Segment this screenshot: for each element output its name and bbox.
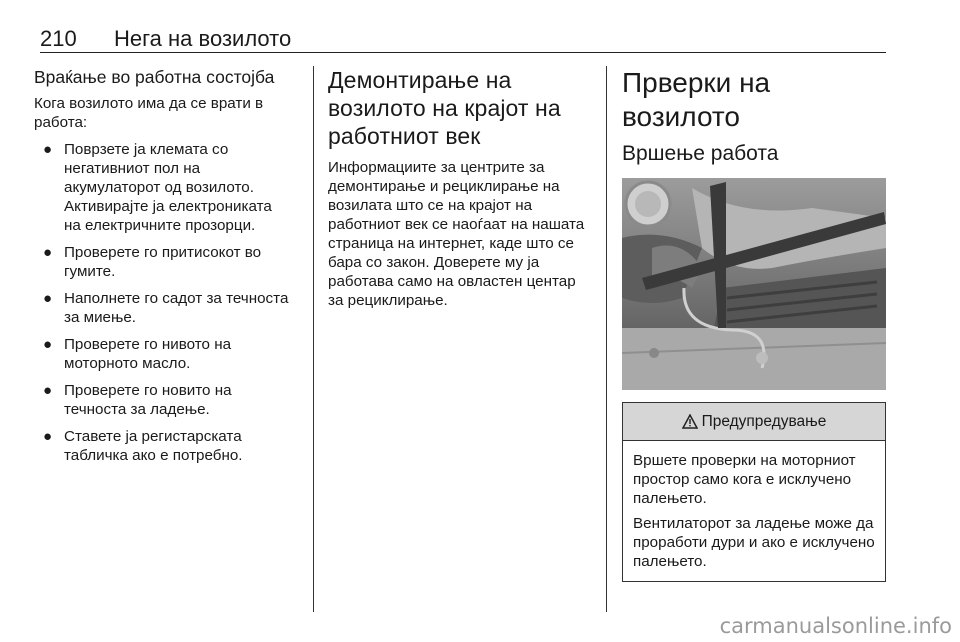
bullet-icon: ● [43,382,53,399]
warning-box [622,402,886,582]
list-item: ● Наполнете го садот за течноста за миење. [43,290,289,326]
intro-text: Кога возилото има да се врати в работа: [34,95,264,131]
section-heading-dismantling: Демонтирање на возилото на крајот на работниот век [328,67,561,149]
page-title: Нега на возилото [114,26,292,51]
warning-text: Вентилаторот за ладење може да проработи дури и ако е исклучено палењето. [633,515,875,570]
warning-header [623,403,885,441]
bullet-icon: ● [43,428,53,445]
list-item: ● Проверете го притисокот во гумите. [43,244,262,280]
column-dismantling [328,66,594,310]
list-item: ● Проверете го новито на течноста за ладење. [43,382,232,418]
dismantling-text: Информациите за центрите за демонтирање и рециклирање на возилата што се на крајот на работниот век се наоѓаат на нашата страница на интернет, каде што се бара со закон. Доверете му ја работава само на овластен центар за рециклирање. [328,159,585,309]
column-divider [313,66,314,612]
section-heading-restore: Враќање во работна состојба [34,67,275,87]
header-rule [40,52,886,53]
bullet-icon: ● [43,336,53,353]
warning-triangle-icon [682,414,698,429]
bullet-icon: ● [43,244,53,261]
section-heading-checks: Прверки на возилото [622,67,771,132]
bullet-list [34,140,290,465]
column-divider [606,66,607,612]
subheading-performing-work: Вршење работа [622,142,779,165]
page-number: 210 [40,26,77,51]
warning-body [623,441,885,581]
bullet-icon: ● [43,141,53,158]
bullet-icon: ● [43,290,53,307]
column-checks [622,66,886,582]
list-item: ● Поврзете ја клемата со негативниот пол на акумулаторот од возилото. Активирајте ја електрониката на електричните прозорци. [43,141,272,234]
list-item: ● Проверете го нивото на моторното масло. [43,336,232,372]
warning-text: Вршете проверки на моторниот простор само кога е исклучено палењето. [633,452,856,507]
watermark: carmanualsonline.info [719,614,952,638]
warning-title: Предупредување [701,412,827,430]
list-item: ● Ставете ја регистарската табличка ако е потребно. [43,428,243,464]
page-header [40,26,886,50]
column-restore [34,66,290,473]
engine-bay-photo [622,178,886,390]
